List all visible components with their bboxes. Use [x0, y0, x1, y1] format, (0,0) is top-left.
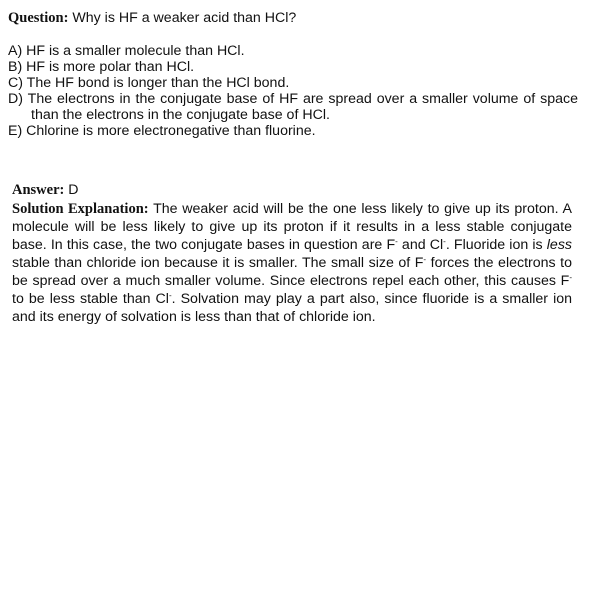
option-c: C) The HF bond is longer than the HCl bond. — [8, 75, 290, 91]
charge-superscript: - — [423, 255, 427, 264]
question-line — [8, 10, 592, 27]
explanation-text-4: stable than chloride ion because it is smaller. The small size of F — [12, 255, 424, 271]
option-e: E) Chlorine is more electronegative than fluorine. — [8, 123, 316, 139]
option-a: A) HF is a smaller molecule than HCl. — [8, 43, 245, 59]
answer-line — [12, 182, 572, 199]
option-b: B) HF is more polar than HCl. — [8, 59, 195, 75]
explanation-text-7: . Solvation may play a part also, since fluoride is a smaller ion and its energy of solvation is less than that of chloride ion. — [12, 291, 573, 325]
answer-value: D — [64, 182, 79, 198]
explanation-text-6: to be less stable than Cl — [12, 291, 169, 307]
question-text: Why is HF a weaker acid than HCl? — [68, 10, 297, 26]
question-label: Question: — [8, 10, 69, 26]
option-d: D) The electrons in the conjugate base of HF are spread over a smaller volume of space than the electrons in the conjugate base of HCl. — [8, 91, 578, 123]
charge-superscript: - — [168, 291, 172, 300]
answer-label: Answer: — [12, 182, 65, 198]
charge-superscript: - — [395, 237, 398, 246]
explanation-text-5: forces the electrons to be spread over a much smaller volume. Since electrons repel each other, this causes F — [12, 255, 572, 289]
explanation-text-2: and Cl — [397, 237, 444, 253]
solution-explanation — [12, 200, 572, 326]
explanation-label: Solution Explanation: — [12, 201, 149, 217]
explanation-text-3: . Fluoride ion is — [445, 237, 547, 253]
explanation-text-1: The weaker acid will be the one less likely to give up its proton. A molecule will be less likely to give up its proton if it results in a less stable conjugate base. In this case, the two conjugate bases in question are F — [12, 201, 572, 253]
charge-superscript: - — [443, 237, 446, 246]
emphasis-less: less — [546, 237, 573, 253]
answer-options-list — [8, 43, 578, 139]
charge-superscript: - — [569, 273, 572, 282]
